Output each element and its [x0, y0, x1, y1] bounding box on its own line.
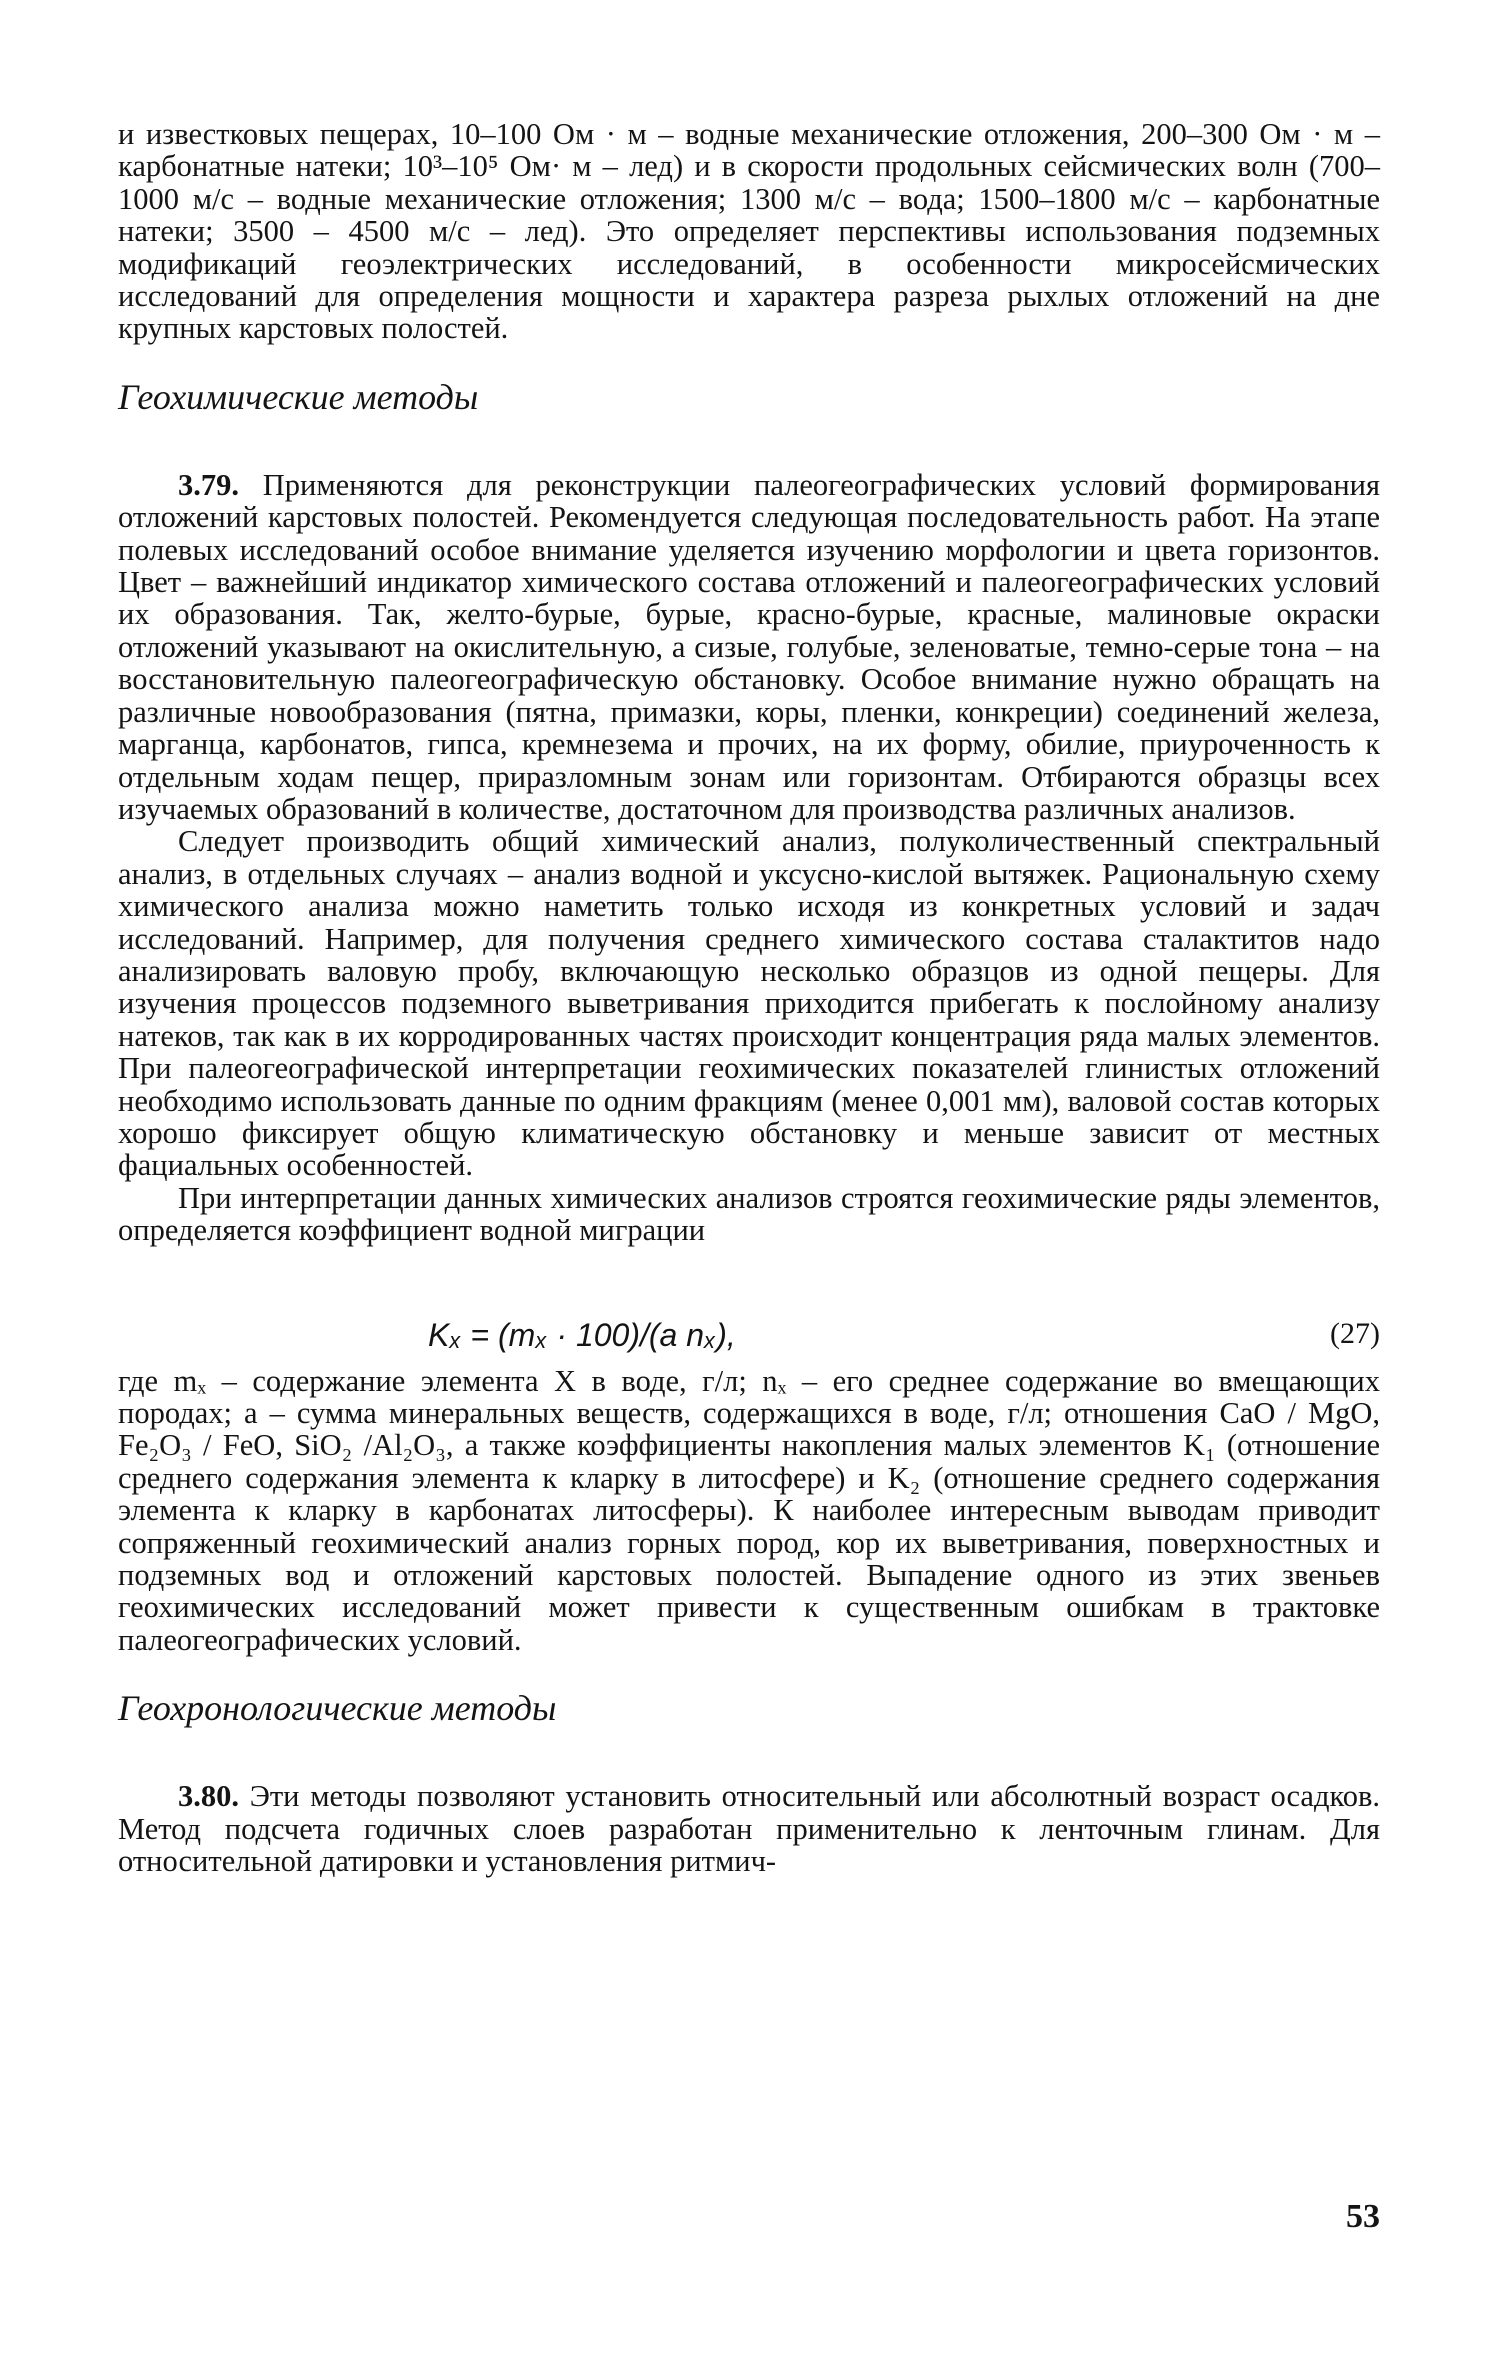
paragraph-number: 3.79.	[178, 467, 239, 502]
paragraph-3-80	[118, 1780, 1380, 1877]
paragraph-intro: и известковых пещерах, 10–100 Ом · м – водные механические отложения, 200–300 Ом · м – карбонатные натеки; 10³–10⁵ Ом· м – лед) и в скорости продольных сейсмических волн (700–1000 м/с – водные механические отложения; 1300 м/с – вода; 1500–1800 м/с – карбонатные натеки; 3500 – 4500 м/с – лед). Это определяет перспективы использования подземных модификаций геоэлектрических исследований, в особенности микросейсмических исследований для определения мощности и характера разреза рыхлых отложений на дне крупных карстовых полостей.	[118, 117, 1380, 346]
paragraph-3-79	[118, 469, 1380, 825]
paragraph-number: 3.80.	[178, 1779, 239, 1814]
section-heading-geochronological: Геохронологические методы	[118, 1688, 557, 1729]
paragraph-interpretation: При интерпретации данных химических анализов строятся геохимические ряды элементов, определяется коэффициент водной миграции	[118, 1180, 1380, 1248]
formula-number: (27)	[1330, 1316, 1380, 1350]
formula-expression: Kₓ = (mₓ · 100)/(a nₓ),	[428, 1316, 736, 1353]
page-body	[118, 118, 1380, 1877]
paragraph-analysis: Следует производить общий химический анализ, полуколичественный спектральный анализ, в отдельных случаях – анализ водной и уксусно-кислой вытяжек. Рациональную схему химического анализа можно наметить только исходя из конкретных условий и задач исследований. Например, для получения среднего химического состава сталактитов надо анализировать валовую пробу, включающую несколько образцов из одной пещеры. Для изучения процессов подземного выветривания приходится прибегать к послойному анализу натеков, так как в их корродированных частях происходит концентрация ряда малых элементов. При палеогеографической интерпретации геохимических показателей глинистых отложений необходимо использовать данные по одним фракциям (менее 0,001 мм), валовой состав которых хорошо фиксирует общую климатическую обстановку и меньше зависит от местных фациальных особенностей.	[118, 824, 1380, 1183]
paragraph-where: где mₓ – содержание элемента X в воде, г/л; nₓ – его среднее содержание во вмещающих породах; a – сумма минеральных веществ, содержащихся в воде, г/л; отношения CaO / MgO, Fe₂O₃ / FeO, SiO₂ /Al₂O₃, а также коэффициенты накопления малых элементов K₁ (отношение среднего содержания элемента к кларку в литосфере) и K₂ (отношение среднего содержания элемента к кларку в карбонатах литосферы). К наиболее интересным выводам приводит сопряженный геохимический анализ горных пород, кор их выветривания, поверхностных и подземных вод и отложений карстовых полостей. Выпадение одного из этих звеньев геохимических исследований может привести к существенным ошибкам в трактовке палеогеографических условий.	[118, 1363, 1380, 1657]
page-number: 53	[1346, 2198, 1380, 2235]
formula-27	[118, 1317, 1380, 1357]
paragraph-text: Эти методы позволяют установить относительный или абсолютный возраст осадков. Метод подсчета годичных слоев разработан применительно к ленточным глинам. Для относительной датировки и установления ритмич-	[118, 1779, 1381, 1879]
paragraph-text: Применяются для реконструкции палеогеографических условий формирования отложений карстовых полостей. Рекомендуется следующая последовательность работ. На этапе полевых исследований особое внимание уделяется изучению морфологии и цвета горизонтов. Цвет – важнейший индикатор химического состава отложений и палеогеографических условий их образования. Так, желто-бурые, бурые, красно-бурые, красные, малиновые окраски отложений указывают на окислительную, а сизые, голубые, зеленоватые, темно-серые тона – на восстановительную палеогеографическую обстановку. Особое внимание нужно обращать на различные новообразования (пятна, примазки, коры, пленки, конкреции) соединений железа, марганца, карбонатов, гипса, кремнезема и прочих, на их форму, обилие, приуроченность к отдельным ходам пещер, приразломным зонам или горизонтам. Отбираются образцы всех изучаемых образований в количестве, достаточном для производства различных анализов.	[118, 467, 1381, 826]
section-heading-geochemical: Геохимические методы	[118, 376, 479, 417]
